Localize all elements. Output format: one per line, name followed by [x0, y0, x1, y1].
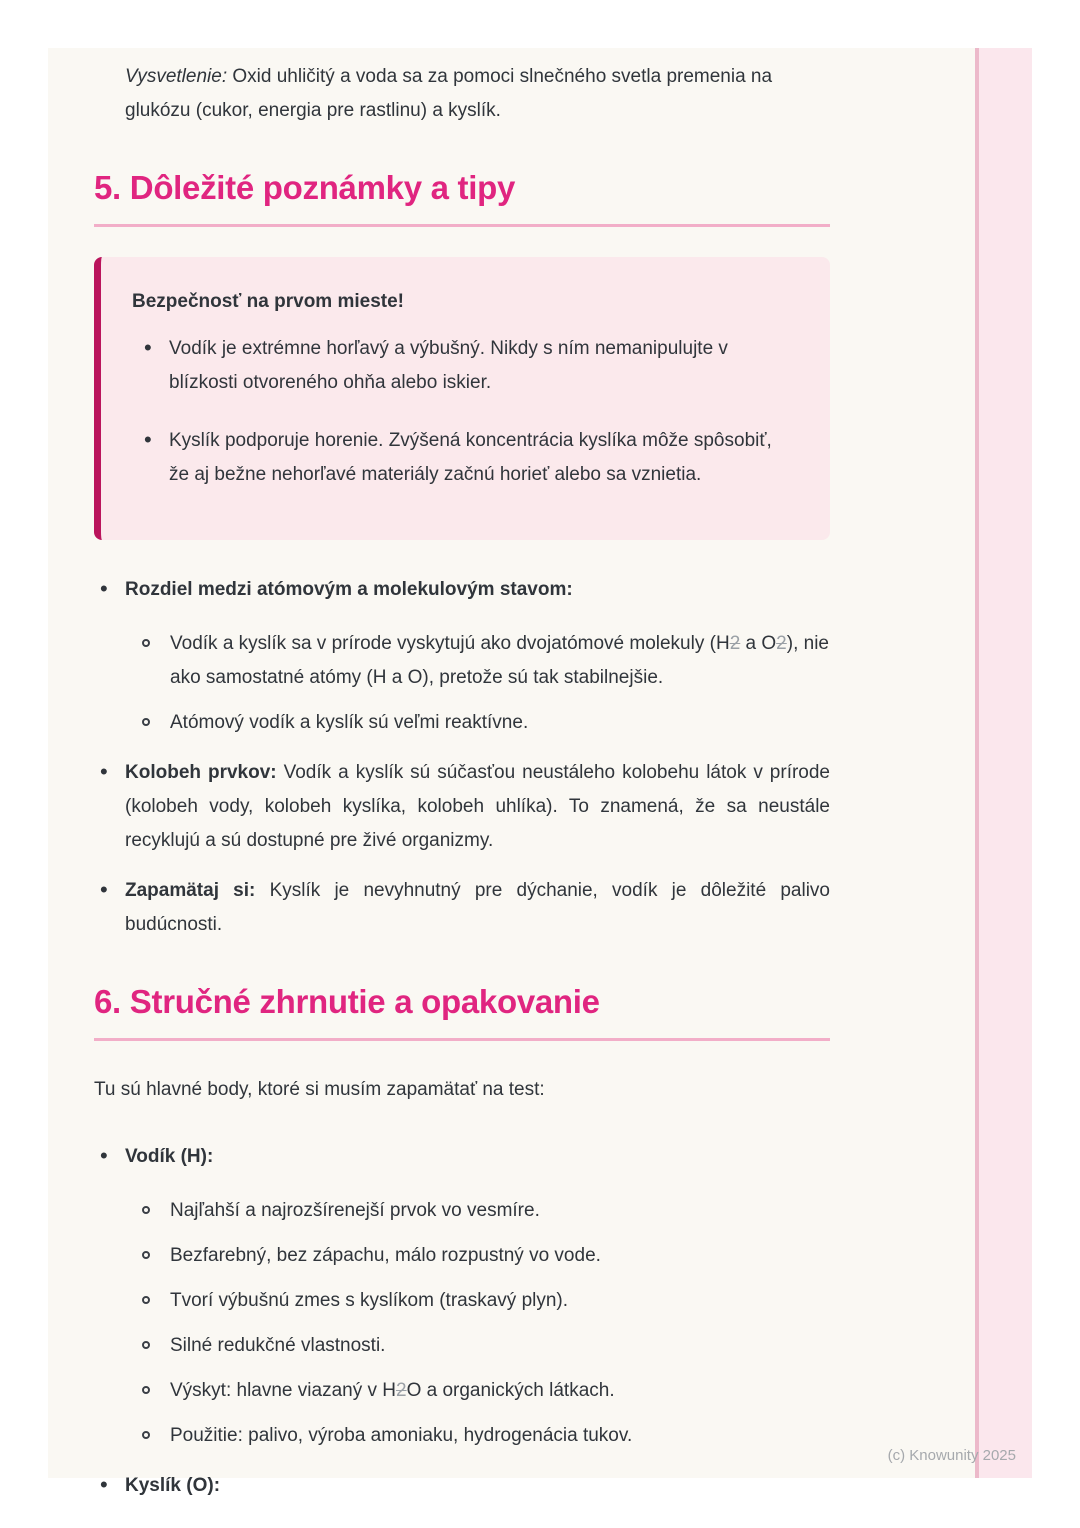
text-segment: Výskyt: hlavne viazaný v H [170, 1380, 396, 1401]
text-segment: Vodík je extrémne horľavý a výbušný. Nikdy s ním nemanipulujte v blízkosti otvoreného ohňa alebo iskier. [169, 338, 728, 393]
text-segment: a O [740, 633, 777, 654]
summary-item-hydrogen [94, 1140, 830, 1453]
text-segment: Vysvetlenie: [125, 66, 228, 87]
text-segment: Najľahší a najrozšírenejší prvok vo vesmíre. [170, 1200, 540, 1221]
summary-item-text [125, 1475, 220, 1496]
notes-item-remember [94, 874, 830, 942]
notes-item-element-cycle [94, 756, 830, 858]
safety-callout-item [132, 424, 790, 492]
summary-item-oxygen [94, 1469, 830, 1503]
summary-sublist-hydrogen [137, 1194, 830, 1453]
summary-list [94, 1140, 830, 1503]
summary-subitem [137, 1239, 830, 1273]
summary-item-text [125, 1146, 213, 1167]
subscript-strikethrough-text: 2 [729, 633, 741, 654]
page-edge-strip [975, 48, 1032, 1478]
safety-callout [94, 257, 830, 540]
summary-subitem [137, 1284, 830, 1318]
summary-subitem [137, 1419, 830, 1453]
text-segment: Vodík a kyslík sa v prírode vyskytujú ako dvojatómové molekuly (H [170, 633, 730, 654]
text-segment: O a organických látkach. [406, 1380, 615, 1401]
summary-subitem [137, 1329, 830, 1363]
section-5-heading: 5. Dôležité poznámky a tipy [94, 168, 830, 227]
notes-subitem [137, 706, 830, 740]
notes-subitem [137, 627, 830, 695]
section-6-heading: 6. Stručné zhrnutie a opakovanie [94, 982, 830, 1041]
notes-item-atomic-vs-molecular [94, 573, 830, 740]
text-segment: Rozdiel medzi atómovým a molekulovým stavom: [125, 579, 573, 600]
text-segment: Atómový vodík a kyslík sú veľmi reaktívne. [170, 712, 529, 733]
text-segment: Tvorí výbušnú zmes s kyslíkom (traskavý plyn). [170, 1290, 569, 1311]
summary-subitem [137, 1194, 830, 1228]
text-segment: Bezfarebný, bez zápachu, málo rozpustný vo vode. [170, 1245, 601, 1266]
safety-callout-title: Bezpečnosť na prvom mieste! [132, 291, 405, 312]
safety-callout-item [132, 332, 790, 400]
text-segment: Kyslík (O): [125, 1475, 221, 1496]
text-segment: Kyslík podporuje horenie. Zvýšená koncentrácia kyslíka môže spôsobiť, že aj bežne nehorľavé materiály začnú horieť alebo sa vznietia. [169, 430, 772, 485]
notes-list [94, 573, 830, 942]
text-segment: Kyslík je nevyhnutný pre dýchanie, vodík je dôležité palivo budúcnosti. [125, 880, 830, 935]
text-segment: Kolobeh prvkov: [125, 762, 277, 783]
summary-subitem [137, 1374, 830, 1408]
text-segment: Vodík a kyslík sú súčasťou neustáleho kolobehu látok v prírode (kolobeh vody, kolobeh kyslíka, kolobeh uhlíka). To znamená, že sa neustále recyklujú a sú dostupné pre živé organizmy. [125, 762, 831, 851]
document-page [48, 48, 1032, 1496]
summary-lead-paragraph: Tu sú hlavné body, ktoré si musím zapamätať na test: [94, 1079, 545, 1100]
page-content [48, 48, 1032, 1503]
subscript-strikethrough-text: 2 [395, 1380, 407, 1401]
notes-sublist [137, 627, 830, 740]
text-segment: Silné redukčné vlastnosti. [170, 1335, 386, 1356]
text-segment: ), nie ako samostatné atómy (H a O), pretože sú tak stabilnejšie. [170, 633, 829, 688]
text-segment: Použitie: palivo, výroba amoniaku, hydrogenácia tukov. [170, 1425, 633, 1446]
text-segment: Oxid uhličitý a voda sa za pomoci slnečného svetla premenia na glukózu (cukor, energia pre rastlinu) a kyslík. [125, 66, 773, 121]
subscript-strikethrough-text: 2 [776, 633, 787, 654]
safety-callout-list [132, 332, 790, 492]
copyright-watermark: (c) Knowunity 2025 [887, 1447, 1016, 1464]
text-segment: Vodík (H): [125, 1146, 214, 1167]
explanation-paragraph [125, 60, 830, 128]
notes-item-text [125, 579, 573, 600]
text-segment: Zapamätaj si: [125, 880, 256, 901]
